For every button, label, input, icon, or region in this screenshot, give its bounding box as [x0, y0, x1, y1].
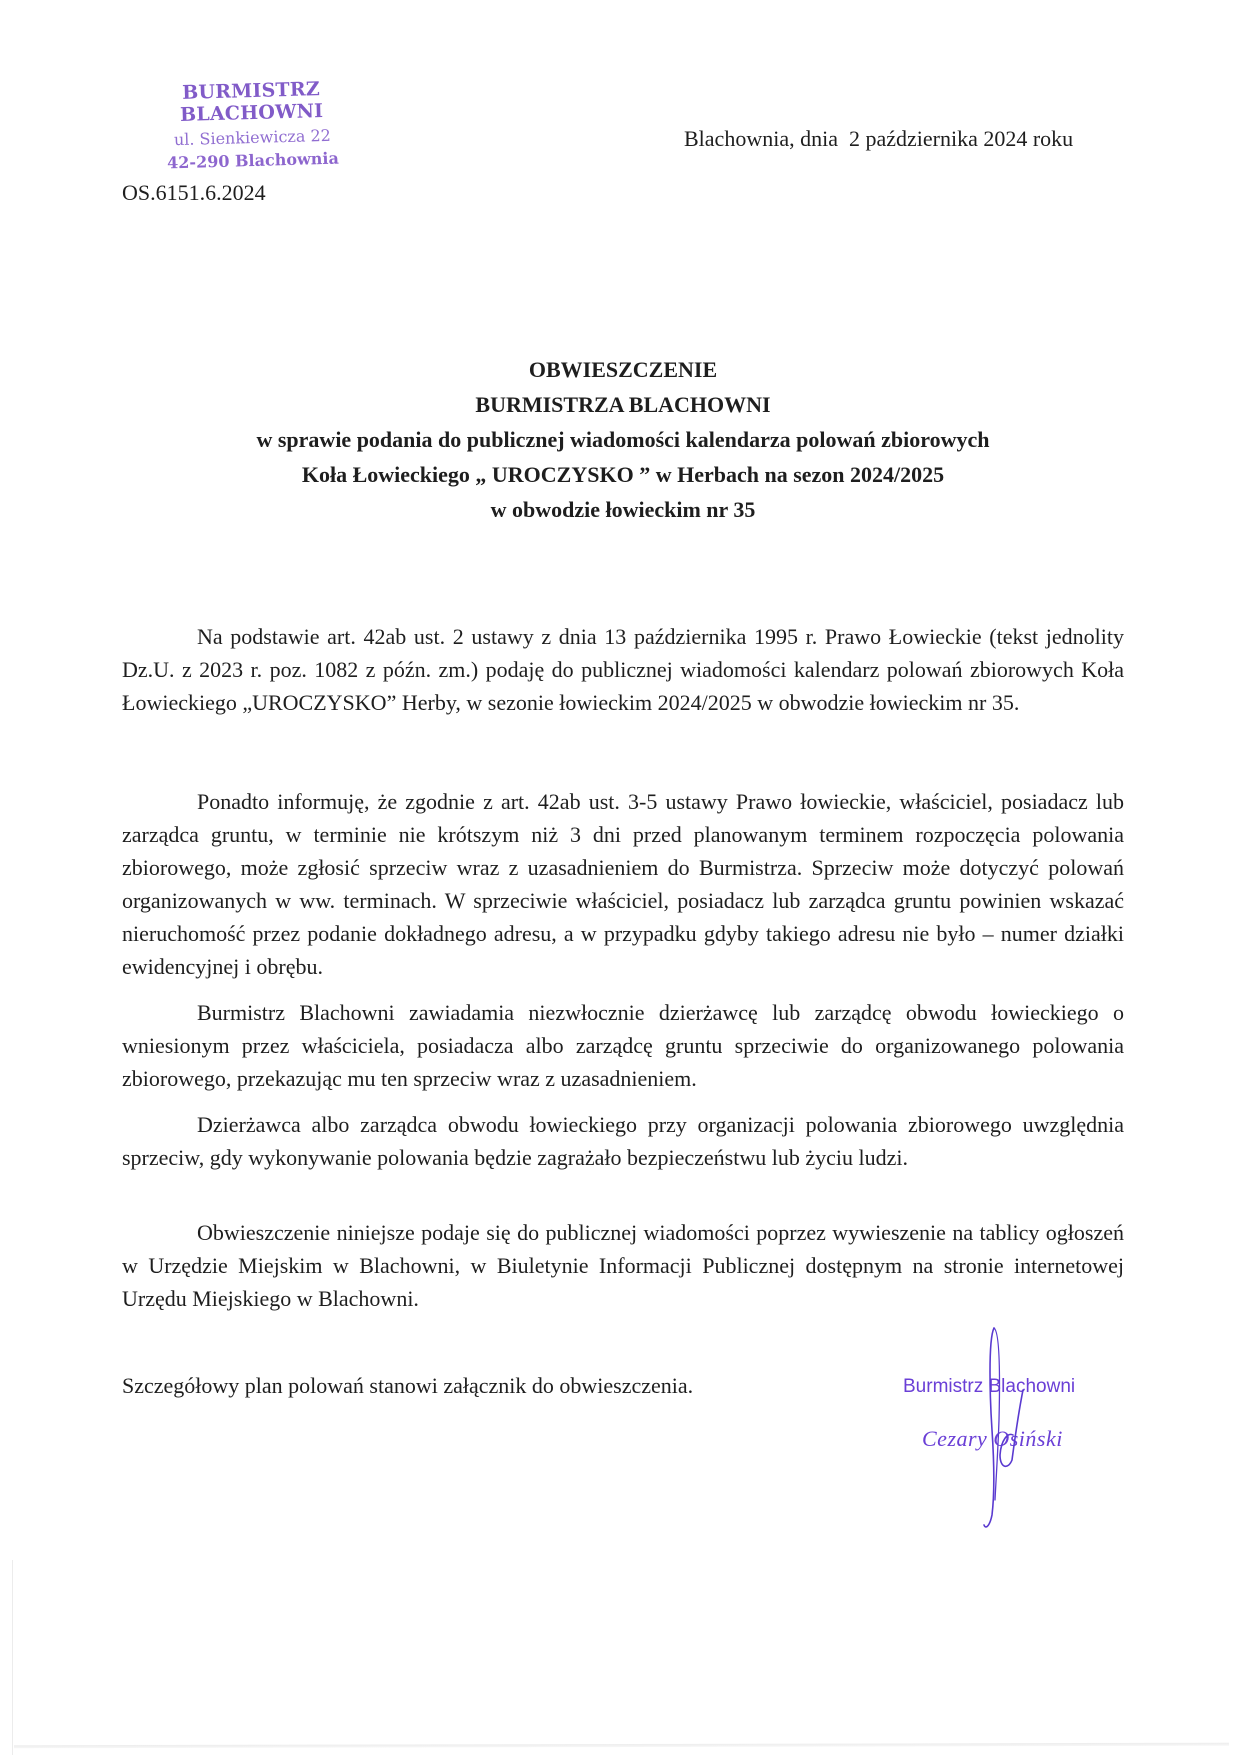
body-paragraph: [122, 785, 1124, 983]
signature-title: Burmistrz Blachowni: [903, 1376, 1076, 1397]
title-line: Koła Łowieckiego „ UROCZYSKO ” w Herbach na sezon 2024/2025: [301, 462, 945, 487]
stamp-office-name: BURMISTRZ BLACHOWNI: [179, 78, 324, 126]
document-title: [122, 352, 1124, 527]
paragraph-text: Ponadto informuję, że zgodnie z art. 42ab ust. 3-5 ustawy Prawo łowieckie, właściciel, posiadacz lub zarządca gruntu, w terminie nie krótszym niż 3 dni przed planowanym terminem rozpoczęcia polowania zbiorowego, może zgłosić sprzeciw wraz z uzasadnieniem do Burmistrza. Sprzeciw może dotyczyć polowań organizowanych w ww. terminach. W sprzeciwie właściciel, posiadacz lub zarządca gruntu powinien wskazać nieruchomość przez podanie dokładnego adresu, a w przypadku gdyby takiego adresu nie było – numer działki ewidencyjnej i obrębu.: [122, 789, 1124, 979]
body-paragraph: [122, 1216, 1124, 1315]
place-date: Blachownia, dnia 2 października 2024 roku: [684, 126, 1074, 151]
body-paragraph: [122, 620, 1124, 719]
body-paragraph: [122, 996, 1124, 1095]
scan-edge: [12, 1560, 13, 1755]
handwritten-signature-icon: [900, 1320, 1160, 1550]
stamp-street: ul. Sienkiewicza 22: [173, 125, 332, 150]
title-line: w sprawie podania do publicznej wiadomości kalendarza polowań zbiorowych: [256, 427, 990, 452]
attachment-note: Szczegółowy plan polowań stanowi załącznik do obwieszczenia.: [122, 1373, 694, 1398]
signature-name: Cezary Osiński: [922, 1426, 1063, 1451]
title-line: OBWIESZCZENIE: [528, 357, 718, 382]
office-stamp: [111, 76, 393, 174]
scan-edge: [14, 1743, 1229, 1749]
case-number: OS.6151.6.2024: [122, 180, 266, 205]
title-line: BURMISTRZA BLACHOWNI: [475, 392, 771, 417]
title-line: w obwodzie łowieckim nr 35: [490, 497, 756, 522]
stamp-city: 42-290 Blachownia: [166, 148, 340, 173]
paragraph-text: Obwieszczenie niniejsze podaje się do publicznej wiadomości poprzez wywieszenie na tablicy ogłoszeń w Urzędzie Miejskim w Blachowni, w Biuletynie Informacji Publicznej dostępnym na stronie internetowej Urzędu Miejskiego w Blachowni.: [122, 1220, 1124, 1311]
body-paragraph: [122, 1108, 1124, 1174]
signature-block: [900, 1320, 1160, 1550]
paragraph-text: Dzierżawca albo zarządca obwodu łowieckiego przy organizacji polowania zbiorowego uwzględnia sprzeciw, gdy wykonywanie polowania będzie zagrażało bezpieczeństwu lub życiu ludzi.: [122, 1112, 1124, 1170]
paragraph-text: Burmistrz Blachowni zawiadamia niezwłocznie dzierżawcę lub zarządcę obwodu łowieckiego o wniesionym przez właściciela, posiadacza albo zarządcę gruntu sprzeciwie do organizowanego polowania zbiorowego, przekazując mu ten sprzeciw wraz z uzasadnieniem.: [122, 1000, 1124, 1091]
paragraph-text: Na podstawie art. 42ab ust. 2 ustawy z dnia 13 października 1995 r. Prawo Łowieckie (tekst jednolity Dz.U. z 2023 r. poz. 1082 z późn. zm.) podaję do publicznej wiadomości kalendarz polowań zbiorowych Koła Łowieckiego „UROCZYSKO” Herby, w sezonie łowieckim 2024/2025 w obwodzie łowieckim nr 35.: [122, 624, 1124, 715]
